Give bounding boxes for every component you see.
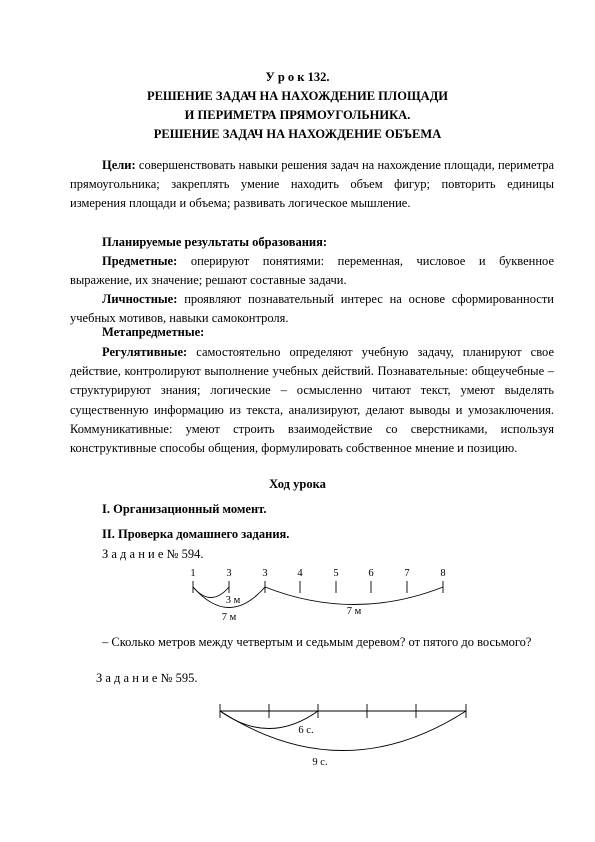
tree-number-6: 6 — [368, 568, 374, 579]
goals-text: совершенствовать навыки решения задач на нахождение площади, периметра прямоугольника; закреплять умение находить объем фигур; повторить единицы измерения площади и объема; развивать логическое мышление. — [70, 158, 554, 211]
task-595-arcs — [220, 711, 466, 751]
task-594-question: – Сколько метров между четвертым и седьмым деревом? от пятого до восьмого? — [102, 635, 532, 649]
tree-numbers — [190, 568, 445, 579]
section-organizational-text: I. Организационный момент. — [102, 502, 267, 516]
inner-distance-label: 3 м — [225, 595, 241, 606]
subject-text: оперируют понятиями: переменная, числовое и буквенное выражение, их значение; решают составные задачи. — [70, 254, 554, 288]
regulatory-label: Регулятивные: — [102, 345, 188, 359]
subject-label: Предметные: — [102, 254, 178, 268]
tree-number-2: 3 — [226, 568, 232, 579]
task-594-label: З а д а н и е № 594. — [102, 547, 204, 561]
inner-time-label: 6 с. — [298, 725, 314, 736]
lesson-number: У р о к 132. — [265, 70, 330, 84]
arc-3-to-8 — [265, 587, 443, 605]
tree-ticks — [193, 581, 443, 593]
planned-results-heading-text: Планируемые результаты образования: — [102, 235, 328, 249]
tree-number-7: 7 — [404, 568, 410, 579]
right-distance-label: 7 м — [346, 606, 362, 617]
task-595-label: З а д а н и е № 595. — [96, 671, 198, 685]
tree-number-4: 4 — [297, 568, 303, 579]
tree-number-8: 8 — [440, 568, 446, 579]
goals-label: Цели: — [102, 158, 136, 172]
lesson-title-line-3: РЕШЕНИЕ ЗАДАЧ НА НАХОЖДЕНИЕ ОБЪЕМА — [153, 127, 442, 141]
tree-number-5: 5 — [333, 568, 339, 579]
section-homework-check-text: II. Проверка домашнего задания. — [102, 527, 290, 541]
tree-number-3: 3 — [262, 568, 268, 579]
course-heading: Ход урока — [269, 477, 326, 491]
lesson-title-line-1: РЕШЕНИЕ ЗАДАЧ НА НАХОЖДЕНИЕ ПЛОЩАДИ — [146, 89, 449, 103]
meta-heading-text: Метапредметные: — [102, 325, 205, 339]
regulatory-text: самостоятельно определяют учебную задачу, планируют свое действие, контролируют выполнение учебных действий. Познавательные: общеучебные – структурируют знания; логические – осмысленно читают текст, умеют выделять существенную информацию из текста, анализируют, делают выводы и умозаключения. Коммуникативные: умеют строить взаимодействие со сверстниками, используя конструктивные способы общения, формулировать собственное мнение и позицию. — [70, 345, 554, 456]
tree-number-1: 1 — [190, 568, 196, 579]
outer-time-label: 9 с. — [312, 757, 328, 768]
personal-label: Личностные: — [102, 292, 178, 306]
arc-outer — [220, 711, 466, 751]
lower-distance-label: 7 м — [221, 612, 237, 623]
personal-text: проявляют познавательный интерес на основе сформированности учебных мотивов, навыки самоконтроля. — [70, 292, 554, 326]
task-595-diagram — [220, 704, 466, 768]
lesson-title-line-2: И ПЕРИМЕТРА ПРЯМОУГОЛЬНИКА. — [184, 108, 411, 122]
